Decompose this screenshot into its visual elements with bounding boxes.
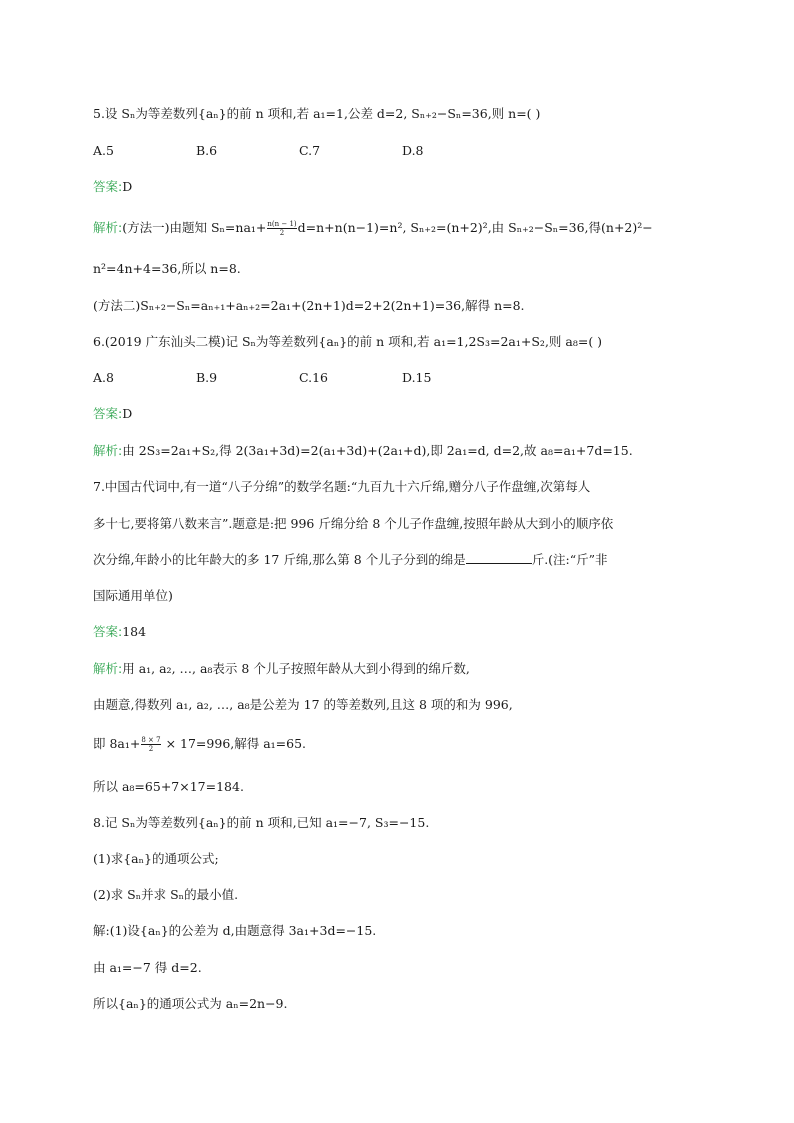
q7-stem-line3 [93,551,734,569]
q6-option-b: B.9 [196,370,218,385]
q8-part2: (2)求 Sₙ并求 Sₙ的最小值. [93,887,239,902]
q7-analysis-line3-b: × 17=996,解得 a₁=65. [161,736,307,751]
q7-fraction-num: 8 × 7 [141,736,161,744]
q5-fraction-num: n(n − 1) [267,220,297,228]
q7-stem-line3-b: 斤.(注:“斤”非 [531,552,608,567]
q7-analysis-line2: 由题意,得数列 a₁, a₂, …, a₈是公差为 17 的等差数列,且这 8 项的和为 996, [93,697,513,712]
q6-analysis-text: 由 2S₃=2a₁+S₂,得 2(3a₁+3d)=2(a₁+3d)+(2a₁+d),即 2a₁=d, d=2,故 a₈=a₁+7d=15. [122,443,633,458]
q5-analysis-line2: n²=4n+4=36,所以 n=8. [93,261,241,276]
q5-analysis-text1: (方法一)由题知 Sₙ=na₁+ [122,220,267,235]
q7-answer [93,623,734,641]
q6-analysis [93,442,734,460]
q6-option-c: C.16 [299,370,328,385]
q7-answer-label: 答案: [93,624,123,639]
q5-analysis-line3: (方法二)Sₙ₊₂−Sₙ=aₙ₊₁+aₙ₊₂=2a₁+(2n+1)d=2+2(2n+1)=36,解得 n=8. [93,298,525,313]
q5-answer-label: 答案: [93,179,123,194]
q5-option-b: B.6 [196,143,218,158]
q7-stem-line3-a: 次分绵,年龄小的比年龄大的多 17 斤绵,那么第 8 个儿子分到的绵是 [93,552,466,567]
q6-answer-value: D [122,406,133,421]
q5-analysis-label: 解析: [93,220,123,235]
q8-stem: 8.记 Sₙ为等差数列{aₙ}的前 n 项和,已知 a₁=−7, S₃=−15. [93,815,430,830]
q7-stem-line1: 7.中国古代词中,有一道“八子分绵”的数学名题:“九百九十六斤绵,赠分八子作盘缠,次第每人 [93,479,591,494]
q7-fraction [141,736,160,753]
q7-stem-line4: 国际通用单位) [93,588,173,603]
q8-solution-line3: 所以{aₙ}的通项公式为 aₙ=2n−9. [93,996,288,1011]
q5-analysis-rest: d=n+n(n−1)=n², Sₙ₊₂=(n+2)²,由 Sₙ₊₂−Sₙ=36,得(n+2)²− [297,220,653,235]
q5-analysis-line1 [93,219,734,237]
q7-analysis-line1 [93,660,734,678]
q6-options [93,369,734,387]
q7-analysis-text1: 用 a₁, a₂, …, a₈表示 8 个儿子按照年龄从大到小得到的绵斤数, [122,661,470,676]
q5-answer [93,178,734,196]
q7-stem-line2: 多十七,要将第八数来言”.题意是:把 996 斤绵分给 8 个儿子作盘缠,按照年龄从大到小的顺序依 [93,516,614,531]
q6-answer [93,405,734,423]
q7-analysis-line3-a: 即 8a₁+ [93,736,141,751]
q8-solution-line2: 由 a₁=−7 得 d=2. [93,960,202,975]
q6-option-d: D.15 [402,370,432,385]
q7-analysis-label: 解析: [93,661,123,676]
q8-part1: (1)求{aₙ}的通项公式; [93,851,219,866]
q7-answer-blank [466,551,532,564]
q5-option-c: C.7 [299,143,321,158]
q5-options [93,142,734,160]
q5-option-a: A.5 [93,143,114,158]
q5-fraction-den: 2 [267,228,296,237]
q7-answer-value: 184 [122,624,147,639]
q5-option-d: D.8 [402,143,424,158]
q7-analysis-line3 [93,735,734,753]
q5-stem: 5.设 Sₙ为等差数列{aₙ}的前 n 项和,若 a₁=1,公差 d=2, Sₙ₊₂−Sₙ=36,则 n=( ) [93,106,541,121]
q6-option-a: A.8 [93,370,114,385]
q6-stem: 6.(2019 广东汕头二模)记 Sₙ为等差数列{aₙ}的前 n 项和,若 a₁=1,2S₃=2a₁+S₂,则 a₈=( ) [93,334,603,349]
q8-solution-line1: 解:(1)设{aₙ}的公差为 d,由题意得 3a₁+3d=−15. [93,923,377,938]
q5-fraction [267,220,296,237]
q7-fraction-den: 2 [141,744,160,753]
q6-analysis-label: 解析: [93,443,123,458]
q7-analysis-line4: 所以 a₈=65+7×17=184. [93,779,244,794]
q6-answer-label: 答案: [93,406,123,421]
q5-answer-value: D [122,179,133,194]
